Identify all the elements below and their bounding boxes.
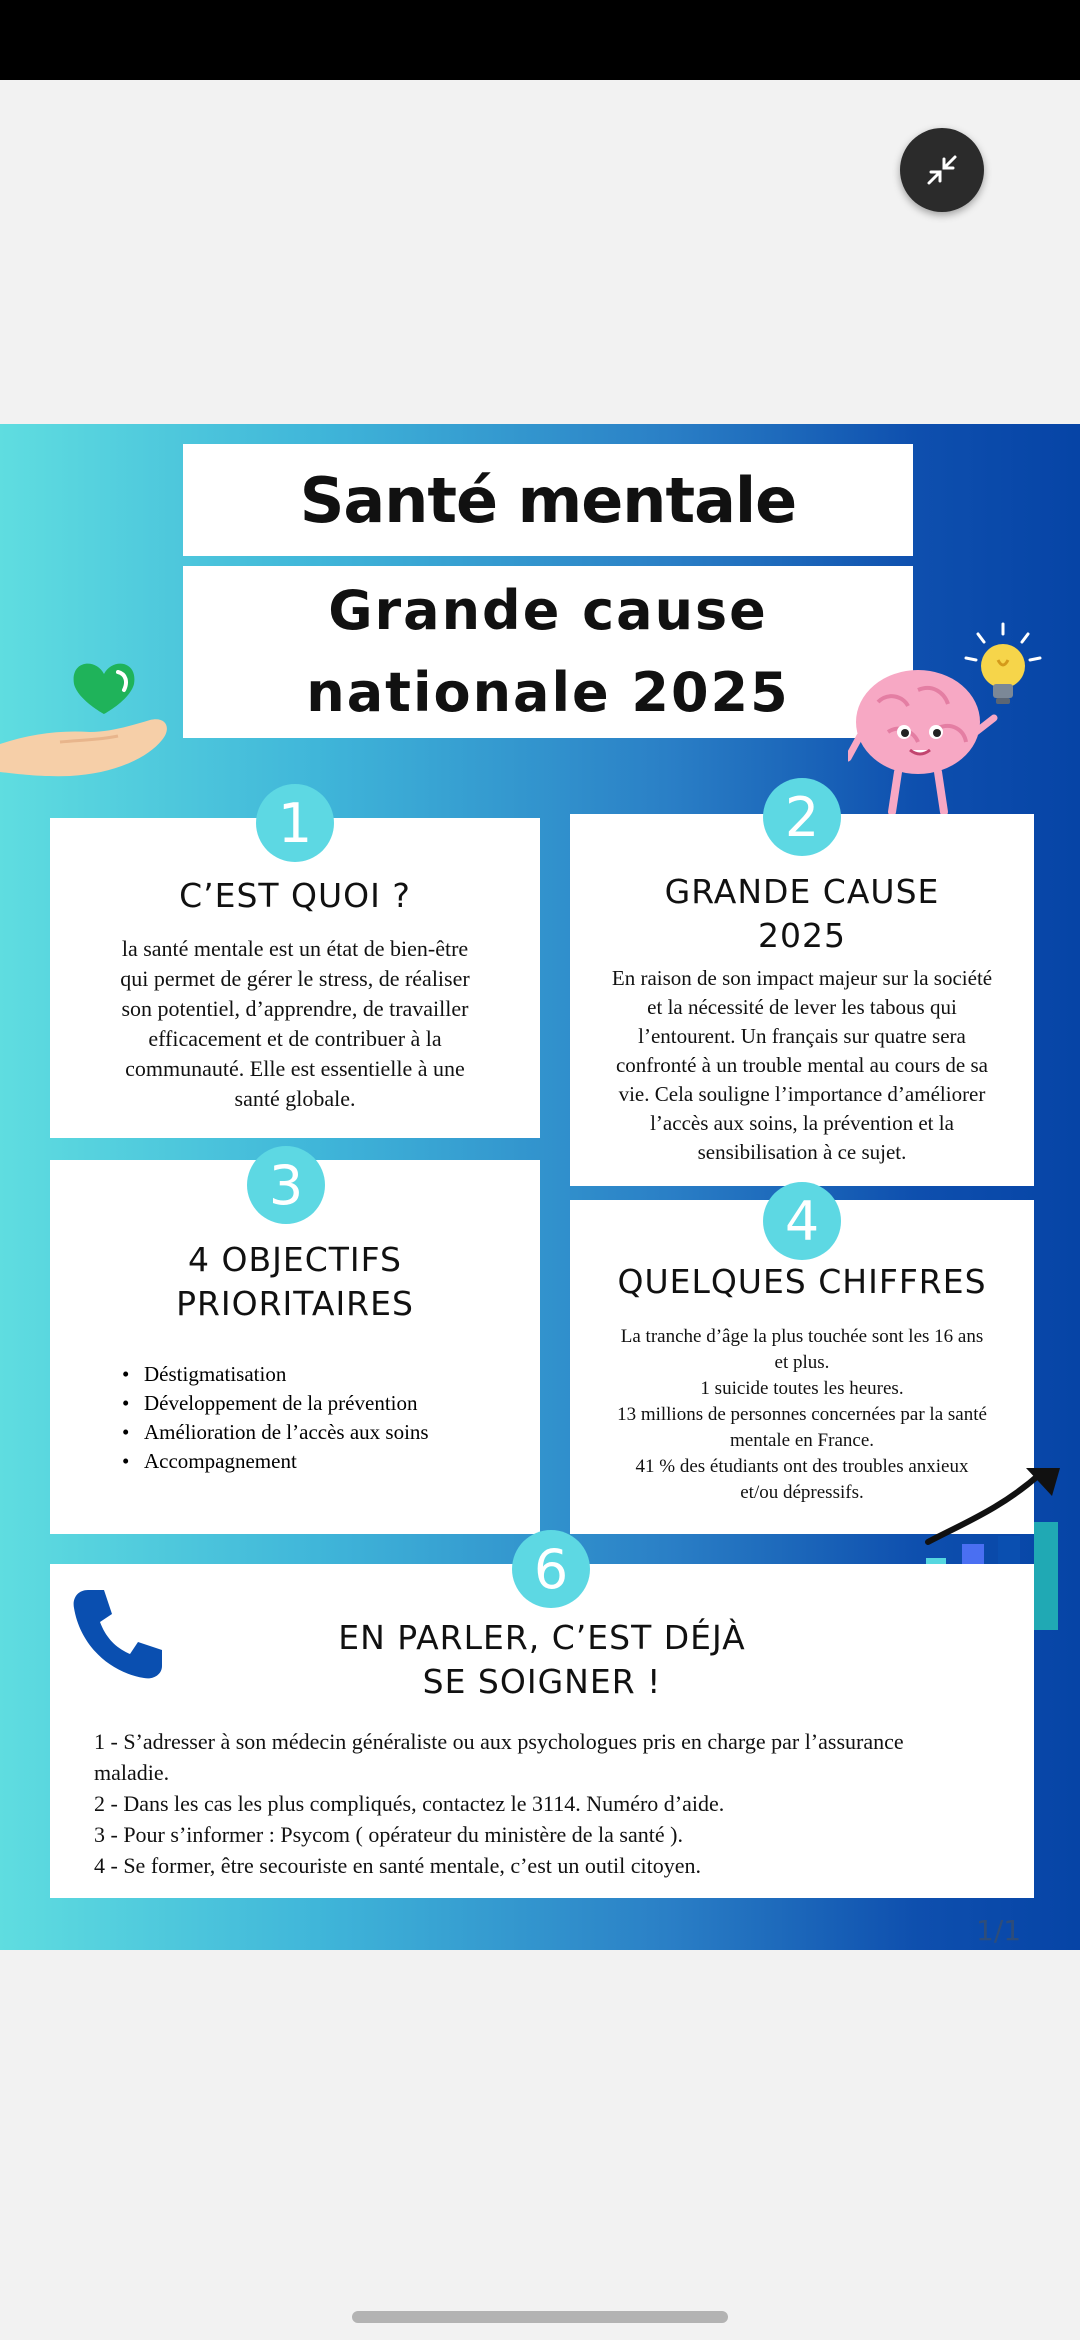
exit-fullscreen-button[interactable] [900, 128, 984, 212]
text-line: son potentiel, d’apprendre, de travailler [121, 996, 469, 1021]
card-1-title: C’EST QUOI ? [179, 876, 411, 915]
text-line: 4 - Se former, être secouriste en santé mentale, c’est un outil citoyen. [94, 1853, 701, 1878]
title-line: SE SOIGNER ! [422, 1662, 662, 1701]
page-counter: 1/1 [976, 1914, 1022, 1947]
text-line: et plus. [774, 1352, 830, 1373]
collapse-arrows-icon [922, 150, 962, 190]
text-line: 2 - Dans les cas les plus compliqués, contactez le 3114. Numéro d’aide. [94, 1791, 725, 1816]
poster-subtitle [183, 566, 913, 738]
number-badge-2: 2 [763, 778, 841, 856]
poster-title: Santé mentale [183, 444, 913, 556]
text-line: l’entourent. Un français sur quatre sera [638, 1024, 966, 1048]
text-line: 3 - Pour s’informer : Psycom ( opérateur du ministère de la santé ). [94, 1822, 683, 1847]
text-line: la santé mentale est un état de bien-être [121, 936, 469, 961]
text-line: maladie. [94, 1760, 170, 1785]
title-line: 4 OBJECTIFS [188, 1240, 402, 1279]
text-line: sensibilisation à ce sujet. [697, 1140, 907, 1164]
card-talk-about-it [50, 1564, 1034, 1898]
title-line: PRIORITAIRES [176, 1284, 414, 1323]
phone-icon [68, 1584, 168, 1684]
card-2-title [570, 870, 1034, 958]
hand-heart-icon [0, 644, 175, 784]
card-2-body [570, 964, 1034, 1167]
card-what-is-it [50, 818, 540, 1138]
number-badge-6: 6 [512, 1530, 590, 1608]
text-line: En raison de son impact majeur sur la société [611, 966, 993, 990]
number-badge-1: 1 [256, 784, 334, 862]
home-indicator[interactable] [352, 2311, 728, 2323]
text-line: santé globale. [234, 1086, 356, 1111]
text-line: l’accès aux soins, la prévention et la [650, 1111, 954, 1135]
text-line: mentale en France. [729, 1430, 874, 1451]
card-3-title [50, 1238, 540, 1326]
objectives-list [122, 1360, 429, 1476]
card-6-title [50, 1616, 1034, 1704]
title-line: 2025 [758, 916, 846, 955]
list-item: • Déstigmatisation [122, 1360, 429, 1389]
list-item: • Accompagnement [122, 1447, 429, 1476]
infographic-poster [0, 424, 1080, 1950]
text-line: 41 % des étudiants ont des troubles anxieux [635, 1456, 969, 1477]
card-grande-cause [570, 814, 1034, 1186]
text-line: 1 suicide toutes les heures. [700, 1378, 904, 1399]
text-line: La tranche d’âge la plus touchée sont les 16 ans [620, 1326, 984, 1347]
subtitle-line-1: Grande cause [328, 579, 768, 642]
title-line: EN PARLER, C’EST DÉJÀ [338, 1618, 746, 1657]
list-item: • Amélioration de l’accès aux soins [122, 1418, 429, 1447]
number-badge-3: 3 [247, 1146, 325, 1224]
card-6-body [94, 1726, 1014, 1881]
text-line: efficacement et de contribuer à la [148, 1026, 442, 1051]
card-4-title: QUELQUES CHIFFRES [617, 1262, 987, 1301]
text-line: et la nécessité de lever les tabous qui [647, 995, 957, 1019]
text-line: communauté. Elle est essentielle à une [125, 1056, 465, 1081]
status-bar [0, 0, 1080, 80]
list-item: • Développement de la prévention [122, 1389, 429, 1418]
text-line: confronté à un trouble mental au cours de sa [615, 1053, 989, 1077]
light-bulb-icon [958, 620, 1048, 720]
card-1-body [50, 934, 540, 1114]
text-line: 1 - S’adresser à son médecin généraliste ou aux psychologues pris en charge par l’assurance [94, 1729, 904, 1754]
text-line: qui permet de gérer le stress, de réaliser [120, 966, 470, 991]
number-badge-4: 4 [763, 1182, 841, 1260]
text-line: vie. Cela souligne l’importance d’améliorer [618, 1082, 986, 1106]
text-line: et/ou dépressifs. [740, 1482, 864, 1503]
title-line: GRANDE CAUSE [664, 872, 940, 911]
text-line: 13 millions de personnes concernées par la santé [617, 1404, 987, 1425]
subtitle-line-2: nationale 2025 [306, 661, 790, 724]
